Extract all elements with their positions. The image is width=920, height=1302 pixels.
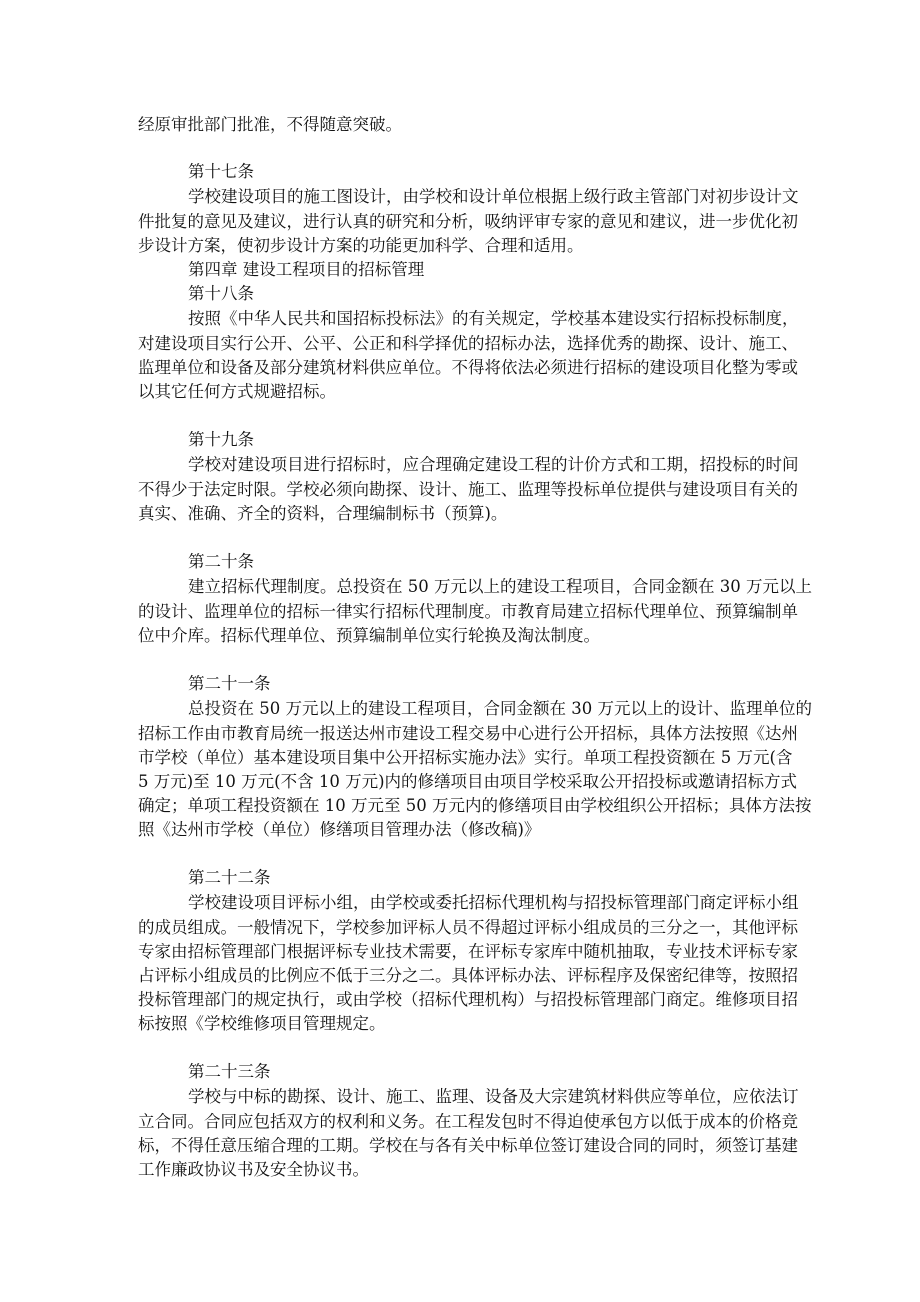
article-19-heading: 第十九条 (188, 430, 254, 449)
intro-line: 经原审批部门批准，不得随意突破。 (138, 115, 402, 134)
article-18-line: 按照《中华人民共和国招标投标法》的有关规定，学校基本建设实行招标投标制度， (188, 309, 799, 328)
article-23-line: 学校与中标的勘探、设计、施工、监理、设备及大宗建筑材料供应等单位，应依法订 (188, 1087, 799, 1106)
article-22-line: 学校建设项目评标小组，由学校或委托招标代理机构与招投标管理部门商定评标小组 (188, 893, 799, 912)
article-22-line: 占评标小组成员的比例应不低于三分之二。具体评标办法、评标程序及保密纪律等，按照招 (138, 966, 798, 985)
article-20-line: 建立招标代理制度。总投资在 50 万元以上的建设工程项目，合同金额在 30 万元以上 (188, 577, 812, 596)
article-23-heading: 第二十三条 (188, 1062, 271, 1081)
article-21-line: 市学校（单位）基本建设项目集中公开招标实施办法》实行。单项工程投资额在 5 万元(含 (138, 748, 793, 767)
article-22-line: 的成员组成。一般情况下，学校参加评标人员不得超过评标小组成员的三分之一，其他评标 (138, 918, 798, 937)
article-21-line: 5 万元)至 10 万元(不含 10 万元)内的修缮项目由项目学校采取公开招投标或邀请招标方式 (138, 772, 798, 791)
article-21-line: 照《达州市学校（单位）修缮项目管理办法（修改稿)》 (138, 820, 541, 839)
article-18-line: 以其它任何方式规避招标。 (138, 382, 336, 401)
article-17-heading: 第十七条 (188, 162, 254, 181)
article-20-heading: 第二十条 (188, 552, 254, 571)
article-23-line: 工作廉政协议书及安全协议书。 (138, 1160, 369, 1179)
article-23-line: 标，不得任意压缩合理的工期。学校在与各有关中标单位签订建设合同的同时，须签订基建 (138, 1136, 798, 1155)
article-19-line: 不得少于法定时限。学校必须向勘探、设计、施工、监理等投标单位提供与建设项目有关的 (138, 480, 798, 499)
article-17-line: 步设计方案，使初步设计方案的功能更加科学、合理和适用。 (138, 236, 584, 255)
article-19-line: 真实、准确、齐全的资料，合理编制标书（预算)。 (138, 504, 508, 523)
article-23-line: 立合同。合同应包括双方的权利和义务。在工程发包时不得迫使承包方以低于成本的价格竞 (138, 1112, 798, 1131)
article-22-heading: 第二十二条 (188, 868, 271, 887)
article-18-line: 对建设项目实行公开、公平、公正和科学择优的招标办法，选择优秀的勘探、设计、施工、 (138, 334, 798, 353)
chapter-4-heading: 第四章 建设工程项目的招标管理 (188, 260, 425, 279)
article-20-line: 的设计、监理单位的招标一律实行招标代理制度。市教育局建立招标代理单位、预算编制单 (138, 602, 798, 621)
article-22-line: 投标管理部门的规定执行，或由学校（招标代理机构）与招投标管理部门商定。维修项目招 (138, 990, 798, 1009)
article-19-line: 学校对建设项目进行招标时，应合理确定建设工程的计价方式和工期，招投标的时间 (188, 455, 799, 474)
article-21-line: 确定；单项工程投资额在 10 万元至 50 万元内的修缮项目由学校组织公开招标；具体方法按 (138, 796, 812, 815)
article-18-heading: 第十八条 (188, 284, 254, 303)
article-22-line: 标按照《学校维修项目管理规定。 (138, 1014, 386, 1033)
article-18-line: 监理单位和设备及部分建筑材料供应单位。不得将依法必须进行招标的建设项目化整为零或 (138, 358, 798, 377)
article-21-heading: 第二十一条 (188, 674, 271, 693)
article-17-line: 学校建设项目的施工图设计，由学校和设计单位根据上级行政主管部门对初步设计文 (188, 187, 799, 206)
article-20-line: 位中介库。招标代理单位、预算编制单位实行轮换及淘汰制度。 (138, 626, 600, 645)
article-22-line: 专家由招标管理部门根据评标专业技术需要，在评标专家库中随机抽取，专业技术评标专家 (138, 942, 798, 961)
article-17-line: 件批复的意见及建议，进行认真的研究和分析，吸纳评审专家的意见和建议，进一步优化初 (138, 212, 798, 231)
article-21-line: 招标工作由市教育局统一报送达州市建设工程交易中心进行公开招标，具体方法按照《达州 (138, 724, 798, 743)
article-21-line: 总投资在 50 万元以上的建设工程项目，合同金额在 30 万元以上的设计、监理单位的 (188, 699, 812, 718)
